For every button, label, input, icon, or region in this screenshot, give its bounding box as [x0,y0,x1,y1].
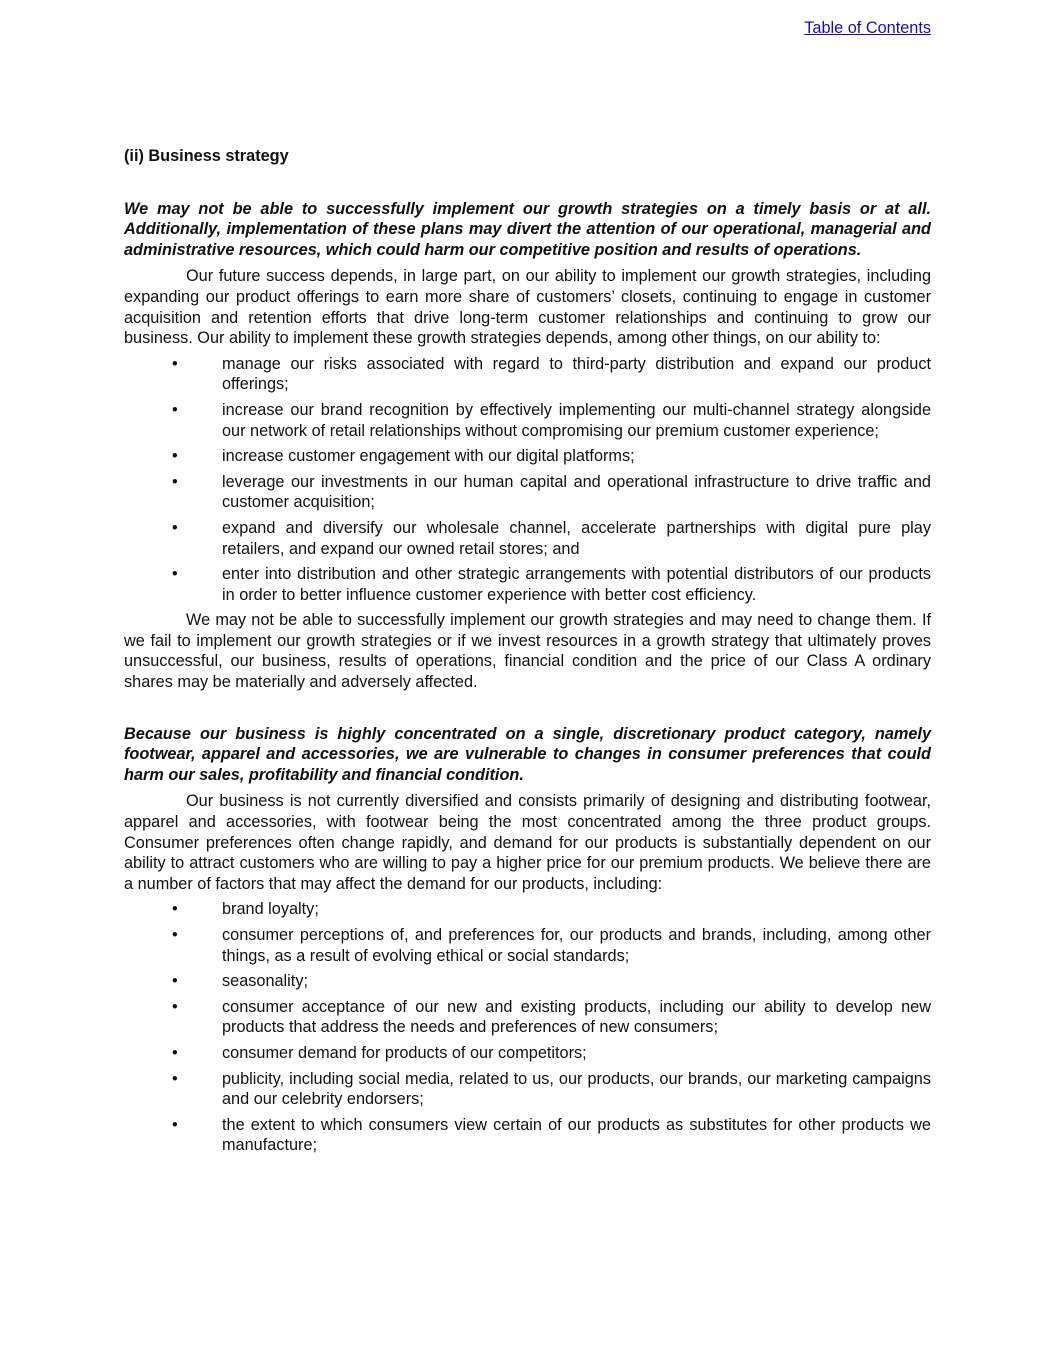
paragraph: We may not be able to successfully implement our growth strategies and may need to change them. If we fail to implement our growth strategies or if we invest resources in a growth strategy that ultimately proves unsuccessful, our business, results of operations, financial condition and the price of our Class A ordinary shares may be materially and adversely affected. [124,611,931,692]
table-of-contents-link[interactable]: Table of Contents [804,19,931,37]
list-item: • increase our brand recognition by effectively implementing our multi-channel strategy alongside our network of retail relationships without compromising our premium customer experience; [172,400,931,440]
list-item: • expand and diversify our wholesale channel, accelerate partnerships with digital pure play retailers, and expand our owned retail stores; and [172,518,931,558]
risk-heading: We may not be able to successfully implement our growth strategies on a timely basis or at all. Additionally, implementation of these plans may divert the attention of our operational, managerial and administrative resources, which could harm our competitive position and results of operations. [124,199,931,259]
list-item: • manage our risks associated with regard to third-party distribution and expand our product offerings; [172,354,931,394]
list-item: • publicity, including social media, related to us, our products, our brands, our marketing campaigns and our celebrity endorsers; [172,1069,931,1109]
list-item: • leverage our investments in our human capital and operational infrastructure to drive traffic and customer acquisition; [172,472,931,512]
bullet-list [124,354,931,606]
list-item: • enter into distribution and other strategic arrangements with potential distributors of our products in order to better influence customer experience with better cost efficiency. [172,565,931,604]
risk-heading: Because our business is highly concentrated on a single, discretionary product category, namely footwear, apparel and accessories, we are vulnerable to changes in consumer preferences that could harm our sales, profitability and financial condition. [124,724,931,784]
bullet-list [124,899,931,1156]
paragraph: Our business is not currently diversified and consists primarily of designing and distributing footwear, apparel and accessories, with footwear being the most concentrated among the three product groups. Consumer preferences often change rapidly, and demand for our products is substantially dependent on our ability to attract customers who are willing to pay a higher price for our premium products. We believe there are a number of factors that may affect the demand for our products, including: [124,792,931,893]
document-body [124,146,931,1161]
list-item: • consumer acceptance of our new and existing products, including our ability to develop new products that address the needs and preferences of new consumers; [172,997,931,1037]
paragraph: Our future success depends, in large part, on our ability to implement our growth strategies, including expanding our product offerings to earn more share of customers’ closets, continuing to engage in customer acquisition and retention efforts that drive long-term customer relationships and continuing to grow our business. Our ability to implement these growth strategies depends, among other things, on our ability to: [124,267,931,348]
list-item: • brand loyalty; [172,900,319,919]
section-title: (ii) Business strategy [124,147,289,165]
list-item: • consumer perceptions of, and preferences for, our products and brands, including, among other things, as a result of evolving ethical or social standards; [172,926,931,965]
list-item: • consumer demand for products of our competitors; [172,1043,587,1062]
list-item: • seasonality; [172,972,308,991]
list-item: • the extent to which consumers view certain of our products as substitutes for other products we manufacture; [172,1115,931,1155]
list-item: • increase customer engagement with our digital platforms; [172,447,635,466]
